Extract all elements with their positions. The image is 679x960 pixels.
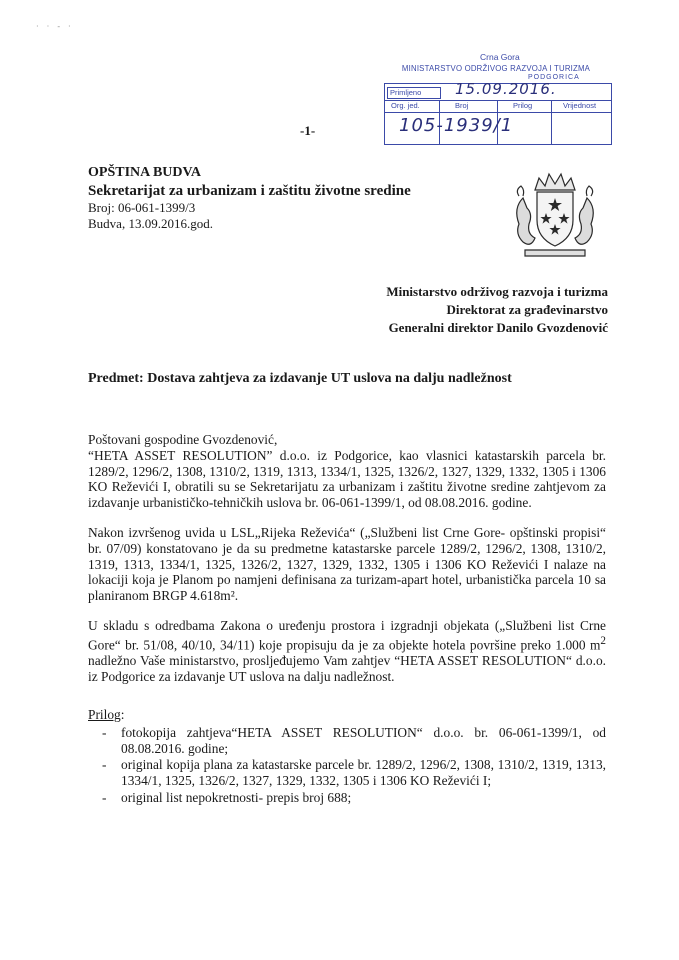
stamp-reg-number: 105-1939/1 [399,115,514,136]
list-item: - fotokopija zahtjeva“HETA ASSET RESOLUTION“ d.o.o. br. 06-061-1399/1, od 08.08.2016. godine; [88,725,606,757]
sender-reference: Broj: 06-061-1399/3 [88,200,196,215]
sender-org: OPŠTINA BUDVA [88,165,201,180]
body-paragraph [88,618,606,685]
body-paragraph: “HETA ASSET RESOLUTION” d.o.o. iz Podgorice, kao vlasnici katastarskih parcela br. 1289/2, 1296/2, 1308, 1310/2, 1319, 1313, 1334/1, 1325, 1326/2, 1327, 1329, 1332, 1305 i 1306 KO Reževići I, obratili su se Sekretarijatu za urbanizam i zaštitu životne sredine zahtjevom za izdavanje urbanističko-tehničkih uslova br. 06-061-1399/1, od 08.08.2016. godine. [88,447,606,511]
list-item: - original kopija plana za katastarske parcele br. 1289/2, 1296/2, 1308, 1310/2, 1319, 1313, 1334/1, 1325, 1326/2, 1327, 1329, 1332, 1305 i 1306 KO Reževići I; [88,757,606,789]
recipient-director: Generalni direktor Danilo Gvozdenović [388,320,608,335]
p3-text-start: U skladu s odredbama Zakona o uređenju prostora i izgradnji objekata („Službeni list Crne Gore“ br. 51/08, 40/10, 34/11) koje propisuju da je za objekte hotela površine preko 1.000 m [88,617,606,653]
subject-line: Predmet: Dostava zahtjeva za izdavanje UT uslova na dalju nadležnost [88,371,512,386]
stamp-col-prilog: Prilog [513,101,533,110]
stamp-header-row [385,100,611,113]
attachments-list [88,725,606,806]
page-number: -1- [300,123,316,138]
attachments-title: Prilog [88,707,121,722]
sender-dept: Sekretarijat za urbanizam i zaštitu životne sredine [88,183,411,199]
stamp-received-date: 15.09.2016. [455,80,557,98]
sender-block [88,164,411,232]
stamp-received-label: Primljeno [387,87,441,99]
stamp-divider [551,100,552,144]
stamp-table [384,80,612,145]
stamp-received-row [385,80,611,101]
p3-superscript: 2 [600,634,606,647]
budva-coat-of-arms-icon [505,168,605,260]
attachments-colon: : [120,707,125,722]
letter-body [88,432,606,685]
stamp-ministry: MINISTARSTVO ODRŽIVOG RAZVOJA I TURIZMA [401,64,591,73]
attachments [88,707,606,807]
list-item: - original list nepokretnosti- prepis broj 688; [88,790,606,806]
recipient-ministry: Ministarstvo održivog razvoja i turizma [386,284,608,299]
stamp-city: PODGORICA [528,74,580,81]
recipient-block [386,283,608,337]
scan-marks: · · - · [36,22,74,31]
attachments-title-line [88,707,606,723]
recipient-directorate: Direktorat za građevinarstvo [446,302,608,317]
body-paragraph: Nakon izvršenog uvida u LSL„Rijeka Reževića“ („Službeni list Crne Gore- opštinski propisi“ br. 07/09) konstatovano je da su predmetne katastarske parcele 1289/2, 1296/2, 1308, 1310/2, 1319, 1313, 1334/1, 1325, 1326/2, 1327, 1329, 1332, 1305 i 1306 KO Reževići I nalaze na lokaciji koja je Planom po namjeni definisana za turizam-apart hotel, urbanistička parcela 10 sa planiranom BRGP 4.618m². [88,524,606,604]
greeting: Poštovani gospodine Gvozdenović, [88,432,278,447]
stamp-country: Crna Gora [480,52,520,62]
sender-place-date: Budva, 13.09.2016.god. [88,216,213,231]
p3-text-end: nadležno Vaše ministarstvo, prosljeđujemo Vam zahtjev “HETA ASSET RESOLUTION“ d.o.o. iz Podgorice za izdavanje UT uslova na dalju nadležnost. [88,653,606,684]
stamp-col-org: Org. jed. [391,101,420,110]
stamp-col-vrijednost: Vrijednost [563,101,597,110]
stamp-col-broj: Broj [455,101,469,110]
